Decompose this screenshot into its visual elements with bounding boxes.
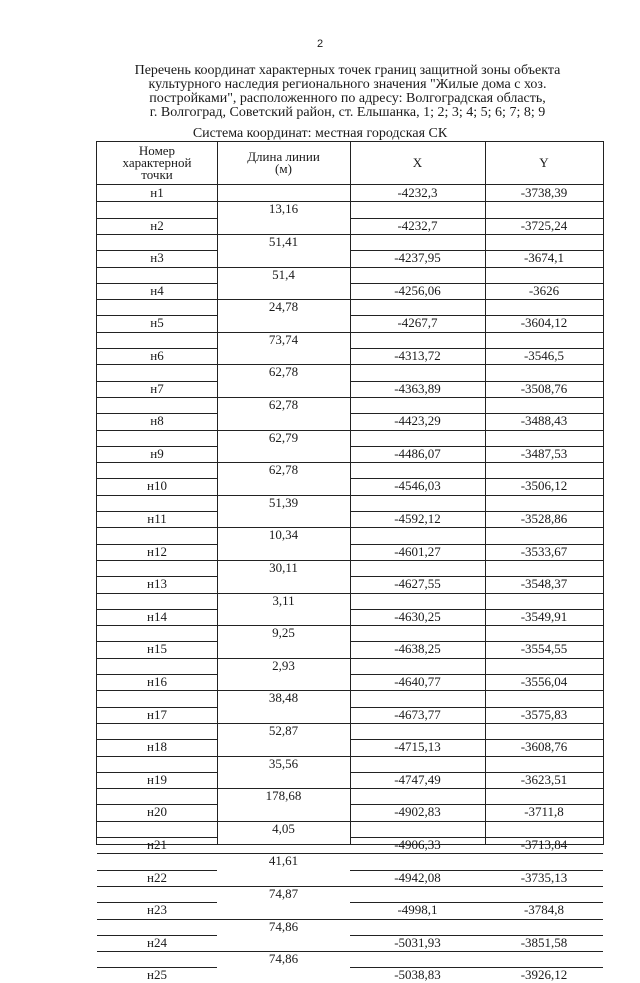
x-coordinate: -4237,95: [394, 250, 441, 266]
point-number: н17: [147, 706, 167, 722]
row-divider: [97, 397, 603, 398]
y-coordinate: -3711,8: [524, 804, 564, 820]
x-coordinate: -4423,29: [394, 413, 441, 429]
point-number: н24: [147, 934, 167, 950]
row-divider: [97, 919, 603, 920]
x-coordinate: -4232,7: [397, 217, 438, 233]
header-y: [485, 142, 603, 184]
line-length: 41,61: [268, 853, 299, 869]
row-divider: [97, 560, 603, 561]
point-number: н18: [147, 739, 167, 755]
x-coordinate: -4592,12: [394, 511, 441, 526]
point-number: н13: [147, 576, 167, 592]
y-coordinate: -3554,55: [520, 641, 568, 657]
row-divider: [97, 821, 603, 822]
line-length: 13,16: [268, 201, 299, 217]
x-coordinate: -4902,83: [394, 804, 441, 820]
y-coordinate: -3851,58: [520, 934, 568, 950]
row-divider: [97, 430, 603, 431]
row-divider: [97, 593, 603, 594]
point-number: н5: [150, 315, 164, 331]
y-coordinate: -3508,76: [520, 380, 568, 396]
row-divider: [97, 723, 603, 724]
line-length: 30,11: [269, 559, 298, 575]
row-divider: [97, 364, 603, 365]
line-length: 24,78: [268, 299, 299, 315]
y-coordinate: -3674,1: [523, 250, 565, 266]
line-length: 2,93: [272, 657, 295, 673]
header-text: X: [412, 155, 423, 170]
row-divider: [97, 234, 603, 235]
row-divider: [97, 625, 603, 626]
row-divider: [97, 788, 603, 789]
line-length: 73,74: [268, 331, 299, 347]
header-text: Длина линии: [247, 149, 320, 164]
x-coordinate: -4627,55: [394, 576, 441, 592]
line-length: 62,78: [268, 396, 299, 412]
y-coordinate: -3623,51: [520, 771, 568, 787]
point-number: н6: [150, 348, 164, 363]
x-coordinate: -4256,06: [394, 282, 441, 298]
point-number: н10: [147, 478, 167, 494]
row-divider: [97, 853, 603, 854]
y-coordinate: -3738,39: [520, 185, 568, 200]
x-coordinate: -4747,49: [394, 771, 441, 787]
x-coordinate: -4998,1: [397, 902, 438, 918]
y-coordinate: -3626: [528, 282, 560, 298]
y-coordinate: -3556,04: [520, 674, 568, 689]
y-coordinate: -3713,84: [520, 837, 568, 852]
header-point-number: [97, 142, 217, 184]
y-coordinate: -3784,8: [523, 902, 565, 918]
x-coordinate: -4601,27: [394, 543, 441, 559]
row-divider: [97, 658, 603, 659]
y-coordinate: -3608,76: [520, 739, 568, 755]
point-number: н11: [147, 511, 167, 526]
row-divider: [97, 756, 603, 757]
page-number: 2: [316, 38, 324, 50]
x-coordinate: -4673,77: [394, 706, 441, 722]
point-number: н12: [147, 543, 167, 559]
y-coordinate: -3575,83: [520, 706, 568, 722]
point-number: н25: [147, 967, 167, 983]
row-divider: [97, 462, 603, 463]
row-divider: [97, 332, 603, 333]
line-length: 51,4: [272, 266, 295, 282]
y-coordinate: -3488,43: [520, 413, 568, 429]
y-coordinate: -3549,91: [520, 608, 568, 624]
point-number: н21: [147, 837, 167, 852]
line-length: 35,56: [268, 755, 299, 771]
line-length: 38,48: [268, 690, 299, 706]
header-line-length: [217, 142, 350, 184]
point-number: н16: [147, 674, 167, 689]
x-coordinate: -4638,25: [394, 641, 441, 657]
x-coordinate: -4232,3: [397, 185, 438, 200]
x-coordinate: -5038,83: [394, 967, 441, 983]
point-number: н8: [150, 413, 164, 429]
point-number: н4: [150, 282, 164, 298]
line-length: 51,41: [268, 233, 299, 249]
x-coordinate: -4267,7: [397, 315, 438, 331]
x-coordinate: -4313,72: [394, 348, 441, 363]
y-coordinate: -3926,12: [520, 967, 568, 983]
x-coordinate: -4546,03: [394, 478, 441, 494]
point-number: н19: [147, 771, 167, 787]
x-coordinate: -4906,33: [394, 837, 441, 852]
line-length: 178,68: [265, 788, 302, 804]
line-length: 62,78: [268, 462, 299, 478]
row-divider: [97, 299, 603, 300]
header-text: Номер: [138, 143, 176, 158]
header-text: (м): [275, 161, 292, 176]
title-line: Перечень координат характерных точек границ защитной зоны объекта: [134, 63, 561, 78]
line-length: 74,87: [268, 885, 299, 901]
coordinate-system-caption: Система координат: местная городская СК: [192, 126, 448, 141]
line-length: 10,34: [268, 527, 299, 543]
line-length: 62,78: [268, 364, 299, 380]
row-divider: [97, 267, 603, 268]
y-coordinate: -3548,37: [520, 576, 568, 592]
line-length: 74,86: [268, 918, 299, 934]
row-divider: [97, 690, 603, 691]
header-text: точки: [141, 167, 173, 182]
title-line: культурного наследия регионального значения "Жилые дома с хоз.: [148, 77, 547, 92]
line-length: 51,39: [268, 494, 299, 510]
title-line: постройками", расположенного по адресу: Волгоградская область,: [149, 91, 546, 106]
row-divider: [97, 951, 603, 952]
y-coordinate: -3528,86: [520, 511, 568, 526]
point-number: н2: [150, 217, 164, 233]
point-number: н3: [150, 250, 164, 266]
line-length: 3,11: [272, 592, 295, 608]
point-number: н14: [147, 608, 167, 624]
x-coordinate: -4715,13: [394, 739, 441, 755]
point-number: н9: [150, 445, 164, 461]
x-coordinate: -4630,25: [394, 608, 441, 624]
coordinates-table: [96, 141, 604, 983]
point-number: н15: [147, 641, 167, 657]
x-coordinate: -4640,77: [394, 674, 441, 689]
row-divider: [97, 527, 603, 528]
point-number: н1: [150, 185, 164, 200]
line-length: 52,87: [268, 722, 299, 738]
y-coordinate: -3604,12: [520, 315, 568, 331]
point-number: н22: [147, 869, 167, 885]
x-coordinate: -4486,07: [394, 445, 441, 461]
line-length: 62,79: [268, 429, 299, 445]
point-number: н7: [150, 380, 164, 396]
line-length: 9,25: [272, 625, 295, 641]
header-text: Y: [539, 155, 549, 170]
line-length: 4,05: [272, 820, 295, 836]
row-divider: [97, 495, 603, 496]
header-x: [350, 142, 485, 184]
row-divider: [97, 201, 603, 202]
point-number: н23: [147, 902, 167, 918]
point-number: н20: [147, 804, 167, 820]
y-coordinate: -3506,12: [520, 478, 568, 494]
y-coordinate: -3735,13: [520, 869, 568, 885]
y-coordinate: -3487,53: [520, 445, 568, 461]
x-coordinate: -4363,89: [394, 380, 441, 396]
y-coordinate: -3546,5: [523, 348, 565, 363]
line-length: 74,86: [268, 951, 299, 967]
y-coordinate: -3533,67: [520, 543, 568, 559]
document-title: [95, 64, 600, 120]
x-coordinate: -5031,93: [394, 934, 441, 950]
row-divider: [97, 886, 603, 887]
title-line: г. Волгоград, Советский район, ст. Ельшанка, 1; 2; 3; 4; 5; 6; 7; 8; 9: [149, 105, 546, 120]
x-coordinate: -4942,08: [394, 869, 441, 885]
header-text: характерной: [122, 155, 192, 170]
y-coordinate: -3725,24: [520, 217, 568, 233]
